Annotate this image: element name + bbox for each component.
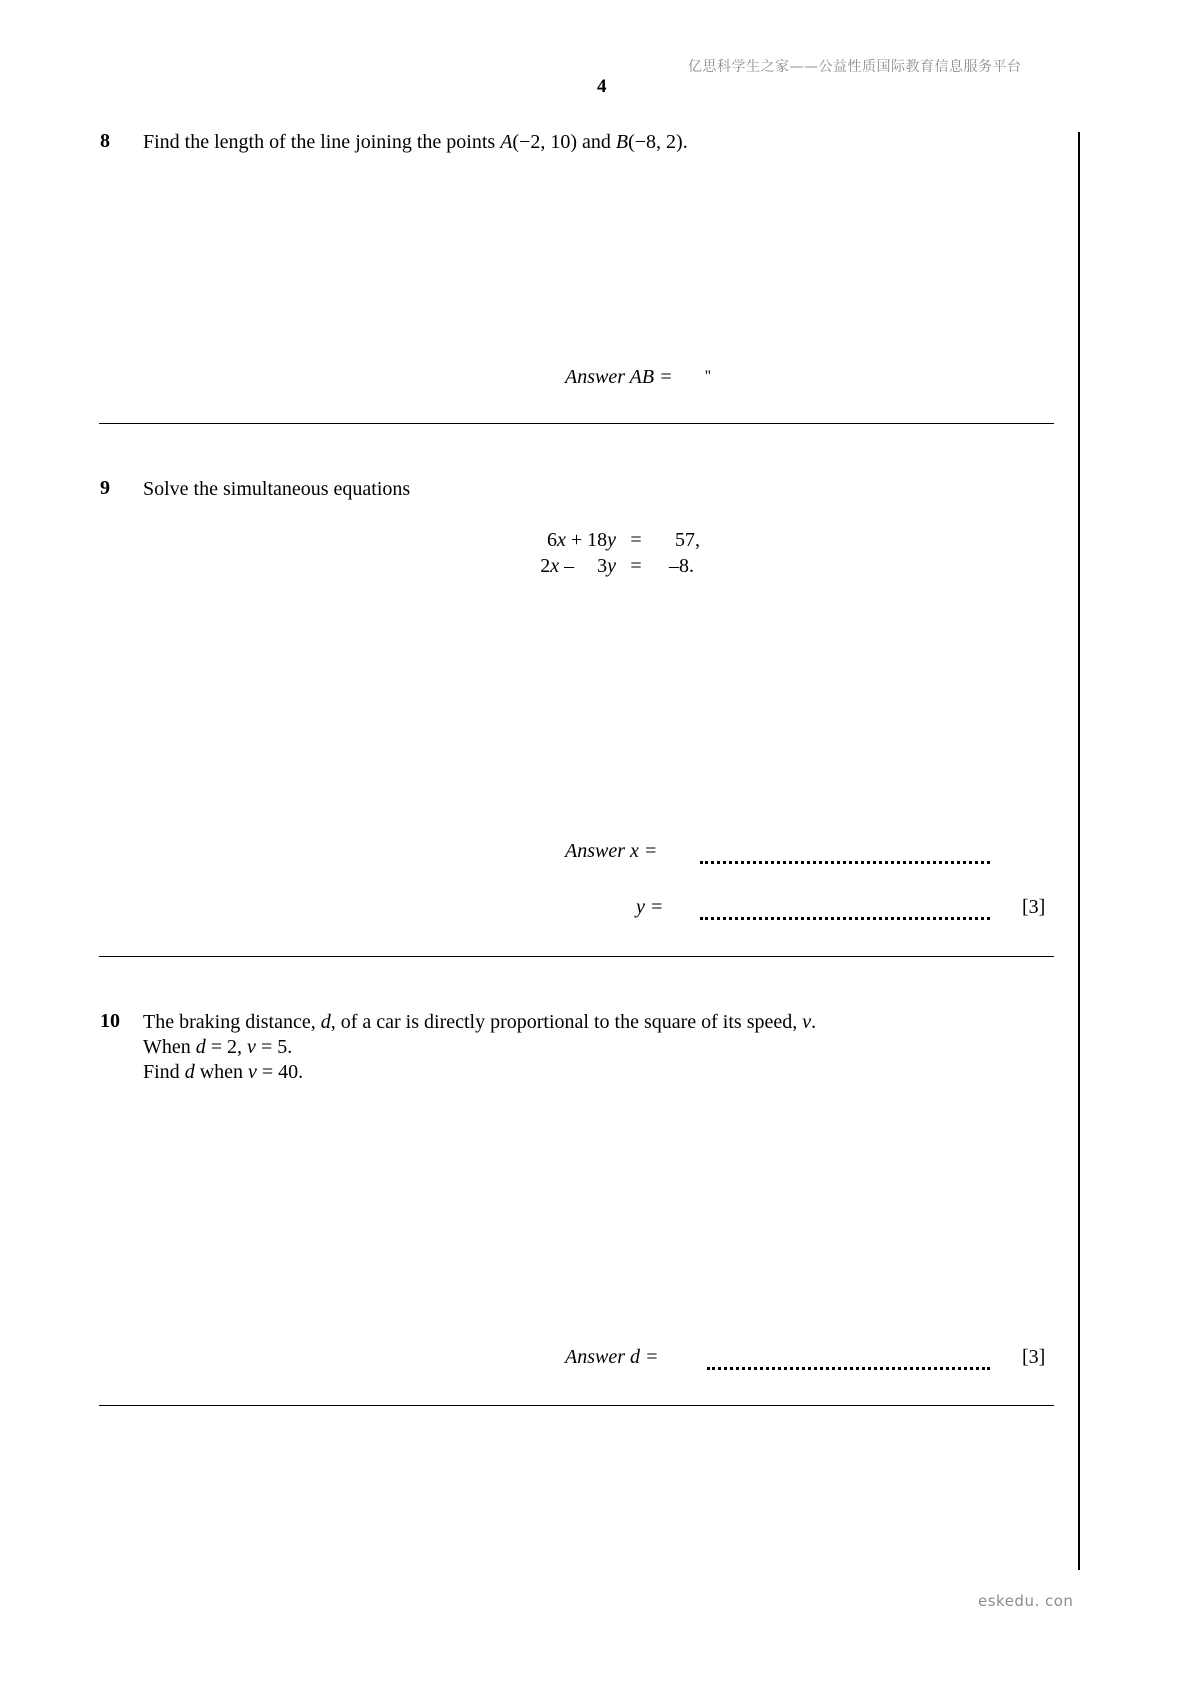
eq1-rhs: 57, [675, 529, 700, 551]
question-10-marks: [3] [1022, 1346, 1046, 1368]
page-number: 4 [597, 76, 607, 97]
eq1-equals: = [630, 529, 642, 551]
question-8-text [143, 130, 688, 155]
q10-line-3: Find d when v = 40. [143, 1061, 304, 1083]
watermark-header: 亿思科学生之家——公益性质国际教育信息服务平台 [688, 59, 1022, 75]
eq2-rhs: –8. [669, 555, 694, 577]
footer-site: eskedu. con [978, 1592, 1074, 1610]
question-9-answer-x-label: Answer x = [565, 840, 658, 862]
divider-q10 [99, 1405, 1054, 1406]
divider-q8 [99, 423, 1054, 424]
question-8-number: 8 [100, 130, 110, 152]
eq1-op: + [570, 529, 583, 551]
eq1-v2: y [607, 529, 616, 551]
eq1-c1: 6 [546, 529, 557, 551]
q8-text-3: (−8, 2). [628, 131, 688, 153]
q8-text-1: Find the length of the line joining the points [143, 131, 501, 153]
margin-rule [1078, 132, 1080, 1570]
question-9-number: 9 [100, 477, 110, 499]
q8-text-2: (−2, 10) and [512, 131, 616, 153]
eq2-op: – [564, 555, 575, 577]
question-8-answer-fragment: '' [705, 368, 711, 385]
question-10-text [143, 1010, 816, 1085]
answer-d-line[interactable] [707, 1363, 990, 1370]
question-10-answer-label: Answer d = [565, 1346, 659, 1368]
answer-y-line[interactable] [700, 913, 990, 920]
eq2-c1: 2 [540, 555, 551, 577]
question-8-answer-label: Answer AB = [565, 366, 673, 388]
answer-x-line[interactable] [700, 857, 990, 864]
eq2-equals: = [630, 555, 642, 577]
q10-line-1: The braking distance, d, of a car is directly proportional to the square of its speed, v. [143, 1011, 817, 1033]
eq2-v2: y [607, 555, 616, 577]
eq1-c2: 18 [587, 529, 608, 551]
question-9-marks: [3] [1022, 896, 1046, 918]
divider-q9 [99, 956, 1054, 957]
question-10-number: 10 [100, 1010, 120, 1032]
question-9-text: Solve the simultaneous equations [143, 478, 411, 500]
q10-line-2: When d = 2, v = 5. [143, 1036, 293, 1058]
eq2-v1: x [550, 555, 560, 577]
eq2-c2: 3 [597, 555, 608, 577]
q8-point-b: B [615, 131, 629, 153]
equation-1 [530, 527, 700, 553]
question-9-answer-y-label: y = [636, 896, 664, 918]
eq1-v1: x [556, 529, 566, 551]
q8-point-a: A [500, 131, 513, 153]
equation-2 [530, 553, 694, 579]
